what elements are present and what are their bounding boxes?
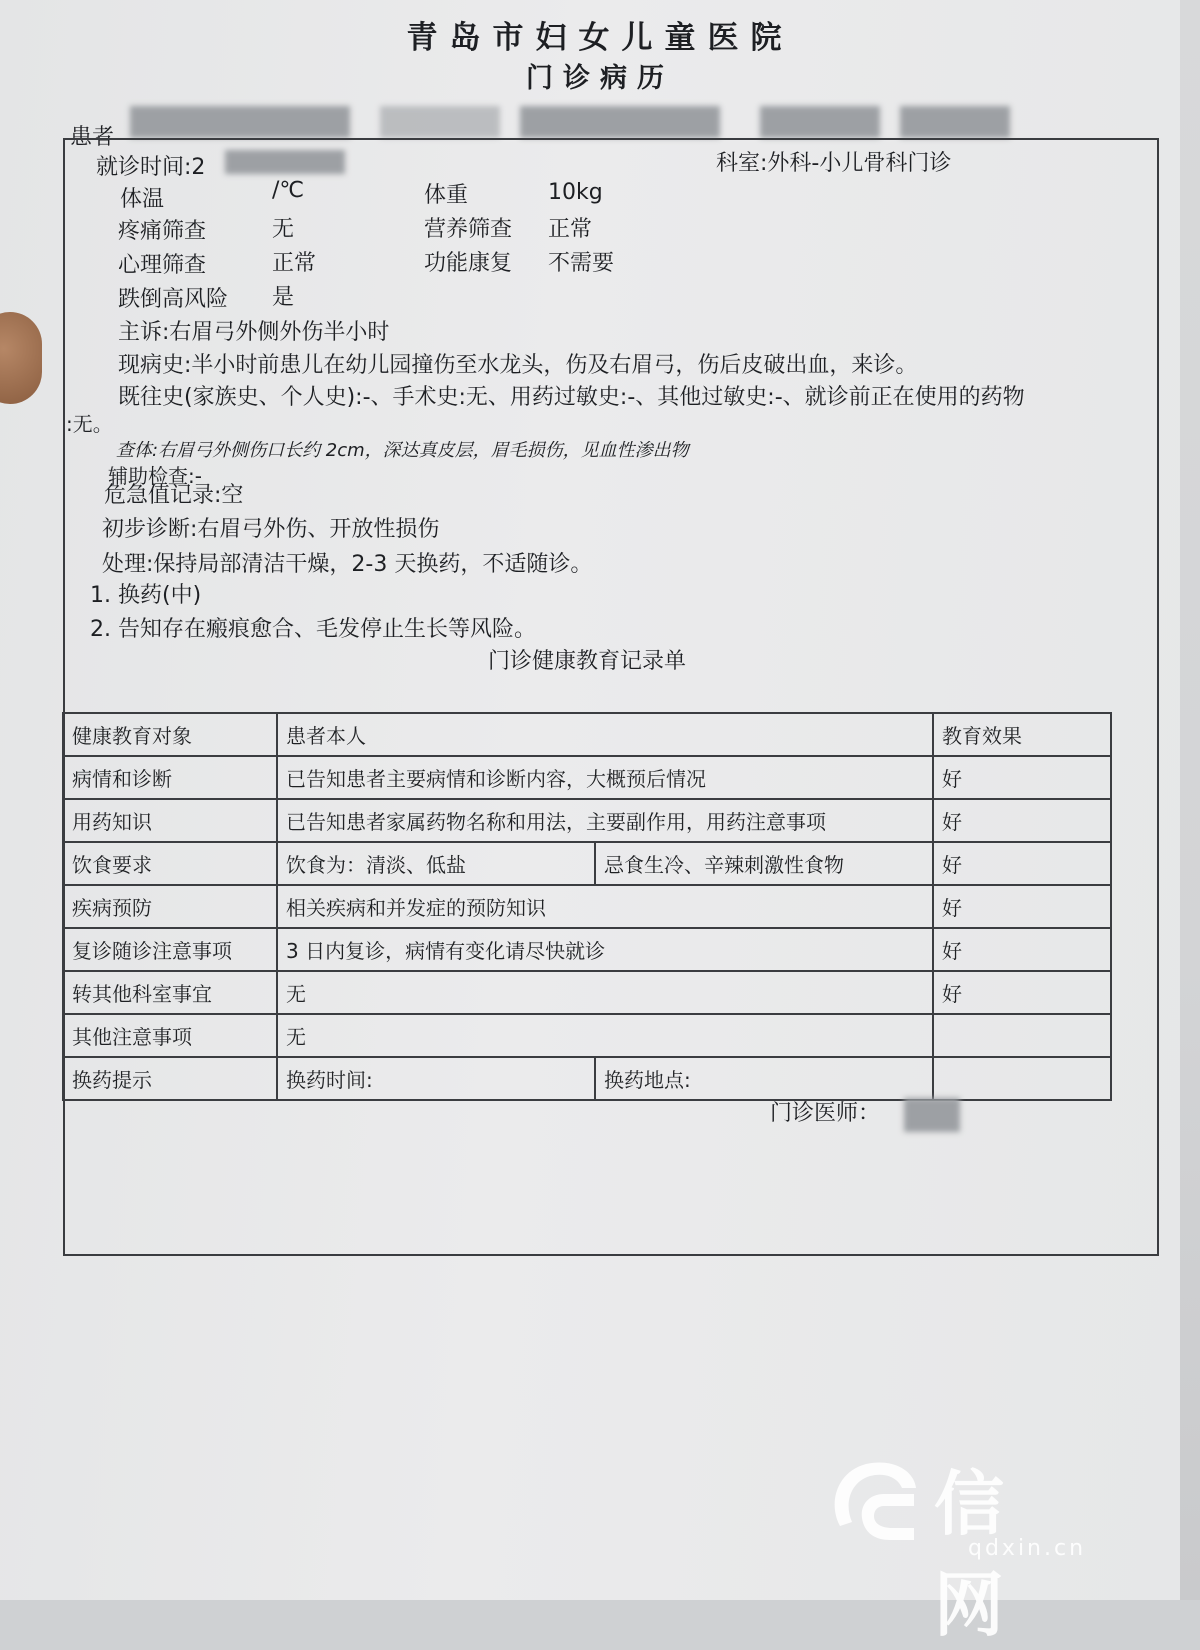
order-item: 1. 换药(中) [90, 583, 202, 608]
education-effect: 好 [933, 885, 1111, 928]
visit-time: 就诊时间:2 [96, 155, 206, 180]
education-content: 患者本人 [277, 713, 933, 756]
patient-label: 患者 [70, 125, 115, 150]
education-content: 3 日内复诊，病情有变化请尽快就诊 [277, 928, 933, 971]
vital-label: 心理筛查 [118, 253, 207, 278]
dressing-change-time: 换药时间: [277, 1057, 595, 1100]
education-content: 已告知患者主要病情和诊断内容，大概预后情况 [277, 756, 933, 799]
redacted-patient-info [380, 106, 500, 138]
doctor-signature-label: 门诊医师： [770, 1101, 881, 1126]
education-item: 病情和诊断 [63, 756, 277, 799]
vital-value: 10kg [548, 180, 603, 205]
vital-value: /℃ [272, 178, 305, 203]
education-content-secondary: 忌食生冷、辛辣刺激性食物 [595, 842, 933, 885]
education-content: 饮食为：清淡、低盐 [277, 842, 595, 885]
department: 科室:外科-小儿骨科门诊 [716, 151, 952, 176]
order-item: 2. 告知存在瘢痕愈合、毛发停止生长等风险。 [90, 617, 536, 642]
education-item: 其他注意事项 [63, 1014, 277, 1057]
table-row [63, 971, 1111, 1014]
education-effect: 好 [933, 756, 1111, 799]
xinwang-logo-icon [822, 1448, 922, 1548]
education-item: 疾病预防 [63, 885, 277, 928]
education-item: 用药知识 [63, 799, 277, 842]
table-row [63, 1057, 1111, 1100]
education-effect [933, 1014, 1111, 1057]
past-history-continued: :无。 [66, 412, 113, 436]
present-illness: 现病史:半小时前患儿在幼儿园撞伤至水龙头，伤及右眉弓，伤后皮破出血，来诊。 [118, 353, 918, 378]
education-effect: 好 [933, 971, 1111, 1014]
record-title: 门诊病历 [526, 63, 674, 94]
education-item: 健康教育对象 [63, 713, 277, 756]
vital-value: 无 [272, 217, 295, 242]
vital-value: 正常 [272, 251, 317, 276]
education-effect [933, 1057, 1111, 1100]
table-row [63, 799, 1111, 842]
vital-label: 功能康复 [424, 251, 513, 276]
vital-label: 体温 [120, 187, 165, 212]
health-education-table [62, 712, 1112, 1101]
redacted-patient-info [520, 106, 720, 138]
education-content: 相关疾病和并发症的预防知识 [277, 885, 933, 928]
vital-value: 不需要 [548, 251, 615, 276]
finger [0, 312, 42, 404]
physical-exam: 查体:右眉弓外侧伤口长约 2cm，深达真皮层，眉毛损伤，见血性渗出物 [116, 440, 689, 461]
dressing-change-place: 换药地点: [595, 1057, 933, 1100]
education-effect: 好 [933, 842, 1111, 885]
vital-label: 营养筛查 [424, 217, 513, 242]
table-row [63, 1014, 1111, 1057]
auxiliary-exam: 辅助检查:- [108, 464, 202, 488]
education-title: 门诊健康教育记录单 [488, 649, 687, 674]
vital-label: 跌倒高风险 [118, 287, 229, 312]
redacted-visit-time [225, 150, 345, 174]
education-content: 无 [277, 1014, 933, 1057]
education-effect: 好 [933, 928, 1111, 971]
table-row [63, 756, 1111, 799]
hospital-name: 青岛市妇女儿童医院 [406, 20, 794, 56]
education-item: 换药提示 [63, 1057, 277, 1100]
education-effect: 好 [933, 799, 1111, 842]
redacted-doctor-name [904, 1098, 960, 1132]
table-row [63, 842, 1111, 885]
table-row [63, 928, 1111, 971]
critical-value-record: 危急值记录:空 [104, 483, 244, 508]
vital-value: 是 [272, 285, 295, 310]
past-history: 既往史(家族史、个人史):-、手术史:无、用药过敏史:-、其他过敏史:-、就诊前正在使用的药物 [118, 385, 1025, 410]
redacted-patient-info [130, 106, 350, 138]
education-item: 饮食要求 [63, 842, 277, 885]
table-row [63, 885, 1111, 928]
vital-label: 体重 [424, 183, 469, 208]
vital-value: 正常 [548, 217, 593, 242]
watermark-url: qdxin.cn [968, 1536, 1087, 1561]
education-item: 复诊随诊注意事项 [63, 928, 277, 971]
education-content: 已告知患者家属药物名称和用法，主要副作用，用药注意事项 [277, 799, 933, 842]
watermark-brand: 信网 [934, 1463, 1008, 1646]
education-item: 转其他科室事宜 [63, 971, 277, 1014]
education-effect: 教育效果 [933, 713, 1111, 756]
vital-label: 疼痛筛查 [118, 219, 207, 244]
treatment: 处理:保持局部清洁干燥，2-3 天换药，不适随诊。 [102, 552, 593, 577]
chief-complaint: 主诉:右眉弓外侧外伤半小时 [118, 320, 390, 345]
redacted-patient-info [900, 106, 1010, 138]
preliminary-diagnosis: 初步诊断:右眉弓外伤、开放性损伤 [102, 517, 440, 542]
education-content: 无 [277, 971, 933, 1014]
redacted-patient-info [760, 106, 880, 138]
table-row [63, 713, 1111, 756]
